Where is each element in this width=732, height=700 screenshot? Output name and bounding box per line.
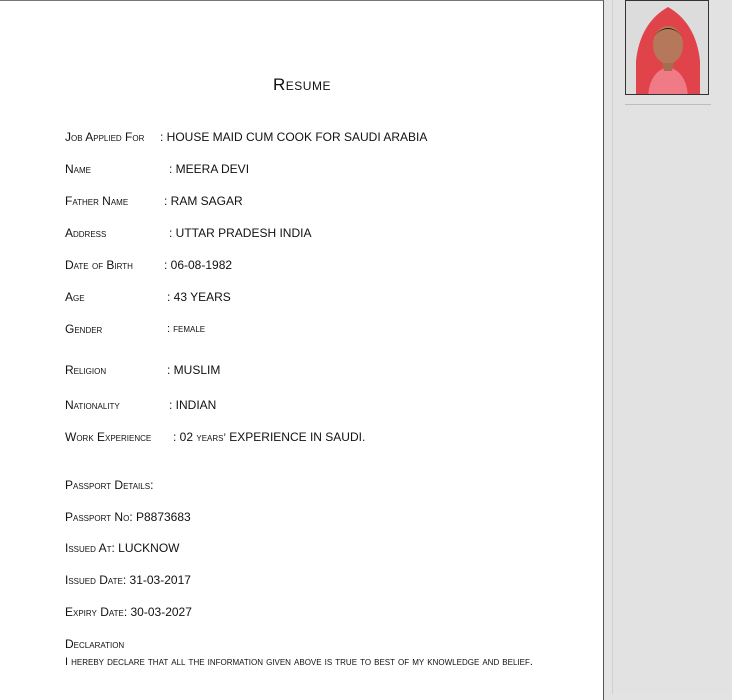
- field-label: Religion: [65, 363, 107, 377]
- passport-expiry-label: Expiry Date:: [65, 605, 131, 619]
- field-value: : 06-08-1982: [164, 258, 233, 272]
- sidebar-divider: [625, 104, 711, 105]
- field-label: Father Name: [65, 194, 129, 208]
- field-value: : UTTAR PRADESH INDIA: [169, 226, 312, 240]
- field-value: : INDIAN: [169, 398, 217, 412]
- experience-detail: EXPERIENCE IN SAUDI.: [225, 430, 366, 444]
- applicant-photo: [625, 0, 709, 95]
- passport-issued-date-label: Issued Date:: [65, 573, 130, 587]
- field-label: Work Experience: [65, 430, 152, 444]
- declaration-text: I hereby declare that all the information given above is true to best of my knowledge and belief.: [65, 656, 533, 668]
- field-label: Age: [65, 290, 85, 304]
- passport-issued-at: [65, 541, 179, 555]
- field-label: Name: [65, 162, 92, 176]
- passport-issued-date-value: 31-03-2017: [129, 573, 191, 587]
- field-value: : female: [167, 323, 206, 335]
- passport-number-value: P8873683: [135, 510, 191, 524]
- field-label: Date of Birth: [65, 258, 133, 272]
- passport-number-label: Passport No:: [65, 510, 136, 524]
- passport-expiry-date: [65, 605, 192, 619]
- passport-issued-at-label: Issued At:: [65, 541, 119, 555]
- passport-expiry-value: 30-03-2027: [130, 605, 192, 619]
- sidebar-panel: [612, 0, 732, 694]
- field-label: Gender: [65, 322, 103, 336]
- field-value: : RAM SAGAR: [164, 194, 243, 208]
- passport-number: [65, 510, 191, 524]
- field-value: : HOUSE MAID CUM COOK FOR SAUDI ARABIA: [160, 130, 428, 144]
- resume-title: Resume: [273, 75, 331, 94]
- field-value: : MEERA DEVI: [169, 162, 250, 176]
- field-label: Nationality: [65, 398, 120, 412]
- experience-unit: years’: [196, 432, 226, 444]
- person-photo-icon: [626, 1, 709, 95]
- passport-issued-at-value: LUCKNOW: [118, 541, 180, 555]
- field-value: [173, 430, 365, 444]
- field-value: : 43 YEARS: [167, 290, 231, 304]
- passport-issued-date: [65, 573, 191, 587]
- passport-heading: Passport Details:: [65, 478, 154, 492]
- field-label: Job Applied For: [65, 130, 145, 144]
- declaration-heading: Declaration: [65, 637, 125, 651]
- field-value: : MUSLIM: [167, 363, 221, 377]
- experience-years: : 02: [173, 430, 197, 444]
- field-label: Address: [65, 226, 107, 240]
